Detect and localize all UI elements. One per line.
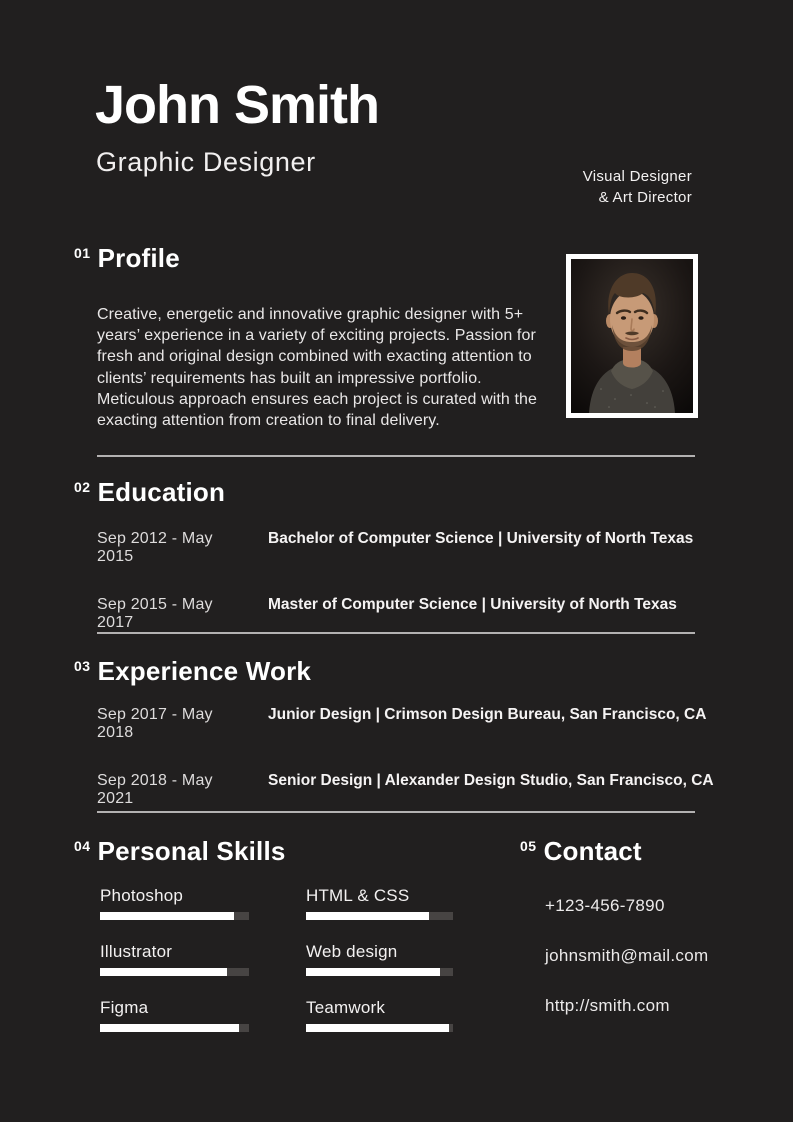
divider [97,811,695,813]
skill-item [100,998,249,1032]
section-title: Education [97,477,226,507]
skill-item [306,886,453,920]
skill-bar-fill [306,968,440,976]
section-number: 01 [74,245,91,261]
skills-section-heading [74,838,286,864]
experience-section-heading [74,658,311,684]
row-description: Junior Design | Crimson Design Bureau, San Francisco, CA [268,706,707,723]
skill-bar-track [100,968,249,976]
row-dates: Sep 2018 - May 2021 [97,772,213,807]
skill-bar-track [306,1024,453,1032]
row-dates: Sep 2012 - May 2015 [97,530,213,565]
education-row [97,596,693,632]
portrait-photo [566,254,698,418]
experience-row [97,772,714,808]
section-number: 02 [74,479,91,495]
tagline-line-2: & Art Director [598,189,692,206]
skill-bar-fill [100,912,234,920]
contact-email: johnsmith@mail.com [545,946,709,965]
section-number: 03 [74,658,91,674]
row-dates: Sep 2017 - May 2018 [97,706,213,741]
skill-bar-track [100,912,249,920]
education-section-heading [74,479,225,505]
skill-item [306,942,453,976]
row-description: Bachelor of Computer Science | University of North Texas [268,530,694,547]
person-title: Graphic Designer [96,147,316,177]
skills-column-right [306,886,453,1054]
portrait-illustration [571,259,693,413]
skill-label: Teamwork [306,998,386,1017]
section-title: Contact [543,836,642,866]
section-title: Experience Work [97,656,312,686]
skill-bar-fill [306,1024,449,1032]
skill-bar-track [306,968,453,976]
skill-bar-fill [100,1024,239,1032]
skill-bar-fill [100,968,227,976]
experience-row [97,706,714,742]
person-name: John Smith [95,75,379,135]
skills-grid [100,886,453,1054]
profile-body-text: Creative, energetic and innovative graphic designer with 5+ years’ experience in a variety of exciting projects. Passion for fresh and original design combined with exacting attention to clients’ requirements has built an impressive portfolio. Meticulous approach ensures each project is curated with the exacting attention from creation to final delivery. [97,306,538,430]
skill-label: HTML & CSS [306,886,410,905]
skill-label: Photoshop [100,886,184,905]
contact-section-heading [520,838,642,864]
skill-bar-track [306,912,453,920]
section-number: 04 [74,838,91,854]
tagline-line-1: Visual Designer [582,168,692,185]
skills-column-left [100,886,249,1054]
contact-list [545,897,708,1047]
education-row [97,530,693,566]
skill-bar-fill [306,912,429,920]
section-title: Personal Skills [97,836,286,866]
experience-rows [97,706,714,838]
skill-item [100,942,249,976]
person-tagline [583,166,692,208]
row-description: Master of Computer Science | University of North Texas [268,596,677,613]
skill-label: Figma [100,998,149,1017]
skill-label: Web design [306,942,398,961]
skill-bar-track [100,1024,249,1032]
skill-item [306,998,453,1032]
skill-label: Illustrator [100,942,173,961]
section-number: 05 [520,838,537,854]
divider [97,632,695,634]
section-title: Profile [97,243,180,273]
contact-website: http://smith.com [545,996,670,1015]
divider [97,455,695,457]
row-description: Senior Design | Alexander Design Studio, San Francisco, CA [268,772,714,789]
profile-section-heading [74,245,180,271]
education-rows [97,530,693,662]
row-dates: Sep 2015 - May 2017 [97,596,213,631]
contact-phone: +123-456-7890 [545,896,665,915]
skill-item [100,886,249,920]
